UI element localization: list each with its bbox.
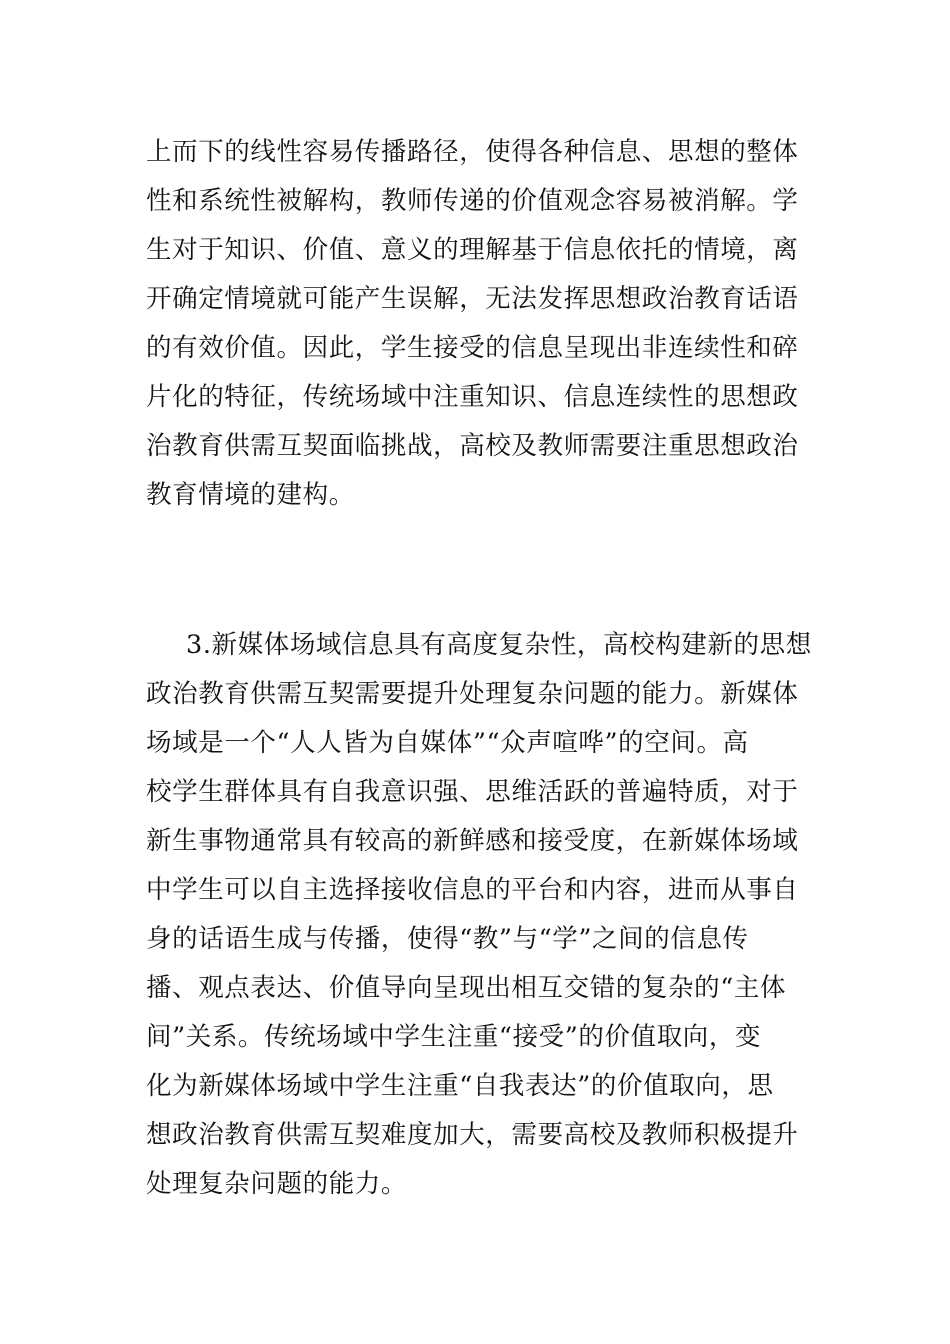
text-line-first: 3.新媒体场域信息具有高度复杂性，高校构建新的思想: [186, 630, 812, 660]
text-line: 处理复杂问题的能力。: [146, 1169, 408, 1199]
text-line: 间”关系。传统场域中学生注重“接受”的价值取向，变: [146, 1022, 762, 1052]
text-line: 政治教育供需互契需要提升处理复杂问题的能力。新媒体: [146, 679, 799, 709]
text-line: 生对于知识、价值、意义的理解基于信息依托的情境，离: [146, 235, 799, 265]
text-line: 性和系统性被解构，教师传递的价值观念容易被消解。学: [146, 186, 799, 216]
text-line: 教育情境的建构。: [146, 480, 355, 510]
paragraph-1: [146, 128, 816, 520]
text-line: 校学生群体具有自我意识强、思维活跃的普遍特质，对于: [146, 777, 799, 807]
text-line: 开确定情境就可能产生误解，无法发挥思想政治教育话语: [146, 284, 799, 314]
text-line: 播、观点表达、价值导向呈现出相互交错的复杂的“主体: [146, 973, 787, 1003]
text-line: 想政治教育供需互契难度加大，需要高校及教师积极提升: [146, 1120, 799, 1150]
text-line: 的有效价值。因此，学生接受的信息呈现出非连续性和碎: [146, 333, 799, 363]
text-line: 上而下的线性容易传播路径，使得各种信息、思想的整体: [146, 137, 799, 167]
text-line: 片化的特征，传统场域中注重知识、信息连续性的思想政: [146, 382, 799, 412]
text-line: 治教育供需互契面临挑战，高校及教师需要注重思想政治: [146, 431, 799, 461]
text-line: 中学生可以自主选择接收信息的平台和内容，进而从事自: [146, 875, 799, 905]
text-line: 新生事物通常具有较高的新鲜感和接受度，在新媒体场域: [146, 826, 799, 856]
text-line: 场域是一个“人人皆为自媒体”“众声喧哗”的空间。高: [146, 728, 749, 758]
paragraph-2: [146, 621, 816, 1209]
text-line: 化为新媒体场域中学生注重“自我表达”的价值取向，思: [146, 1071, 774, 1101]
text-line: 身的话语生成与传播，使得“教”与“学”之间的信息传: [146, 924, 749, 954]
